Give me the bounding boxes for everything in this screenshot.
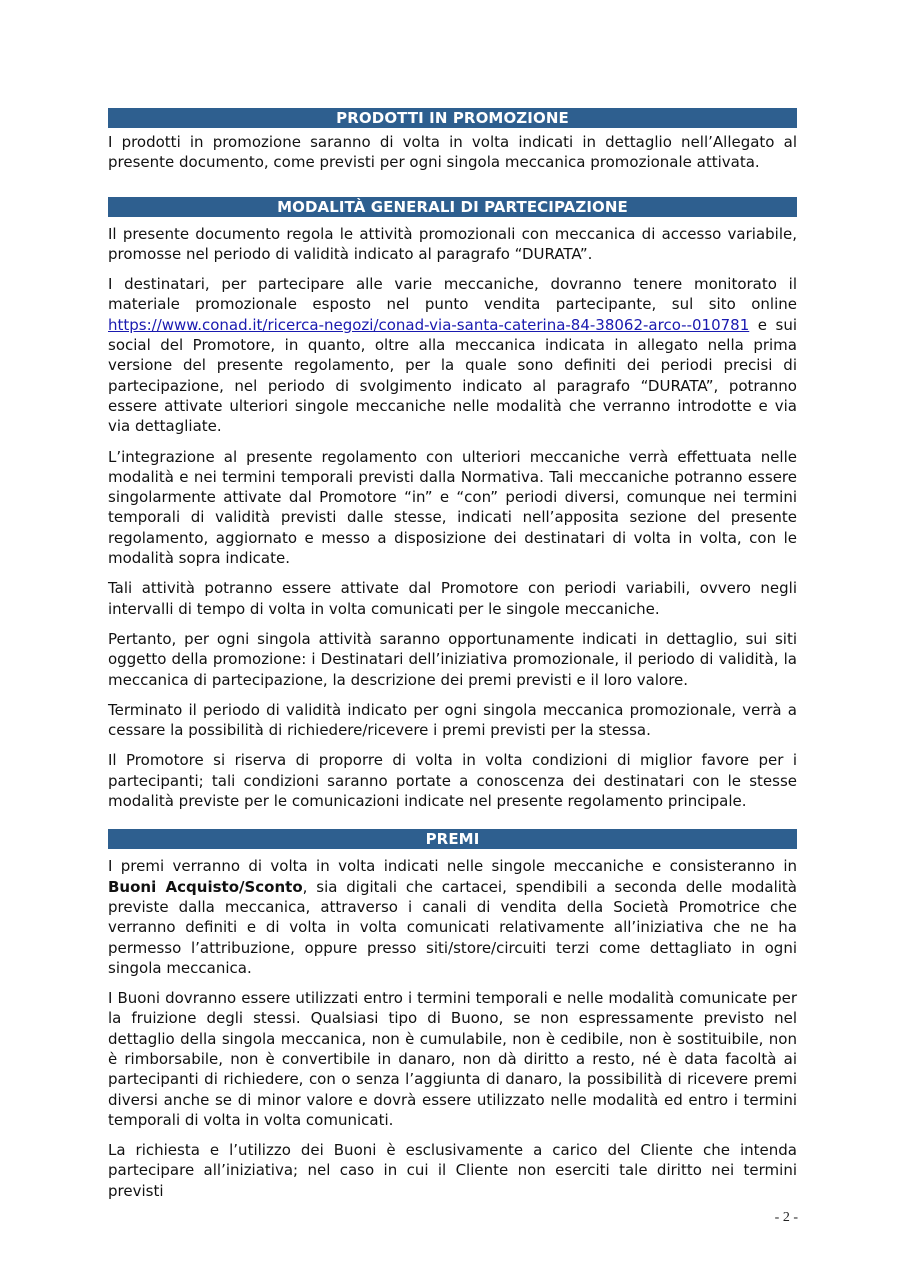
paragraph-destinatari: I destinatari, per partecipare alle varie meccaniche, dovranno tenere monitorato il materiale promozionale esposto nel punto vendita partecipante, sul sito online https://www.conad.it/ricerca-negozi/conad-via-santa-caterina-84-38062-arco--010781 e sui social del Promotore, in quanto, oltre alla meccanica indicata in allegato nella prima versione del presente regolamento, per la quale sono definiti dei periodi precisi di partecipazione, nel periodo di svolgimento indicato al paragrafo “DURATA”, potranno essere attivate ulteriori singole meccaniche nelle modalità che verranno introdotte e via via dettagliate. [108, 275, 797, 436]
paragraph: Il Promotore si riserva di proporre di volta in volta condizioni di miglior favore per i partecipanti; tali condizioni saranno portate a conoscenza dei destinatari con le stesse modalità previste per le comunicazioni indicate nel presente regolamento principale. [108, 751, 797, 811]
section-header-prodotti: PRODOTTI IN PROMOZIONE [108, 108, 797, 128]
paragraph: Terminato il periodo di validità indicato per ogni singola meccanica promozionale, verrà a cessare la possibilità di richiedere/ricevere i premi previsti per la stessa. [108, 700, 797, 740]
paragraph: La richiesta e l’utilizzo dei Buoni è esclusivamente a carico del Cliente che intenda partecipare all’iniziativa; nel caso in cui il Cliente non eserciti tale diritto nei termini previsti [108, 1141, 797, 1200]
paragraph: I prodotti in promozione saranno di volta in volta indicati in dettaglio nell’Allegato al presente documento, come previsti per ogni singola meccanica promozionale attivata. [108, 133, 797, 172]
page-number: - 2 - [774, 1210, 798, 1225]
paragraph: I Buoni dovranno essere utilizzati entro i termini temporali e nelle modalità comunicate per la fruizione degli stessi. Qualsiasi tipo di Buono, se non espressamente previsto nel dettaglio della singola meccanica, non è cumulabile, non è cedibile, non è sostituibile, non è rimborsabile, non è convertibile in danaro, non dà diritto a resto, né è data facoltà ai partecipanti di richiedere, con o senza l’aggiunta di danaro, la possibilità di ricevere premi diversi anche se di minor valore e dovrà essere utilizzato nelle modalità ed entro i termini temporali di volta in volta comunicati. [108, 989, 797, 1129]
paragraph-premi: I premi verranno di volta in volta indicati nelle singole meccaniche e consisteranno in Buoni Acquisto/Sconto, sia digitali che cartacei, spendibili a seconda delle modalità previste dalla meccanica, attraverso i canali di vendita della Società Promotrice che verranno definiti e di volta in volta comunicati relativamente all’iniziativa che ne ha permesso l’attribuzione, oppure presso siti/store/circuiti terzi come dettagliato in ogni singola meccanica. [108, 857, 797, 977]
paragraph: L’integrazione al presente regolamento con ulteriori meccaniche verrà effettuata nelle modalità e nei termini temporali previsti dalla Normativa. Tali meccaniche potranno essere singolarmente attivate dal Promotore “in” e “con” periodi diversi, comunque nei termini temporali di validità previsti dalle stesse, indicati nell’apposita sezione del presente regolamento, aggiornato e messo a disposizione dei destinatari di volta in volta, con le modalità sopra indicate. [108, 447, 797, 568]
store-link[interactable]: https://www.conad.it/ricerca-negozi/conad-via-santa-caterina-84-38062-arco--010781 [108, 315, 750, 334]
paragraph: Tali attività potranno essere attivate dal Promotore con periodi variabili, ovvero negli intervalli di tempo di volta in volta comunicati per le singole meccaniche. [108, 579, 797, 618]
document-page [108, 108, 797, 1201]
paragraph: Pertanto, per ogni singola attività saranno opportunamente indicati in dettaglio, sui siti oggetto della promozione: i Destinatari dell’iniziativa promozionale, il periodo di validità, la meccanica di partecipazione, la descrizione dei premi previsti e il loro valore. [108, 629, 797, 689]
section-header-premi: PREMI [108, 829, 797, 849]
paragraph: Il presente documento regola le attività promozionali con meccanica di accesso variabile, promosse nel periodo di validità indicato al paragrafo “DURATA”. [108, 224, 797, 263]
section-header-modalita: MODALITÀ GENERALI DI PARTECIPAZIONE [108, 197, 797, 217]
